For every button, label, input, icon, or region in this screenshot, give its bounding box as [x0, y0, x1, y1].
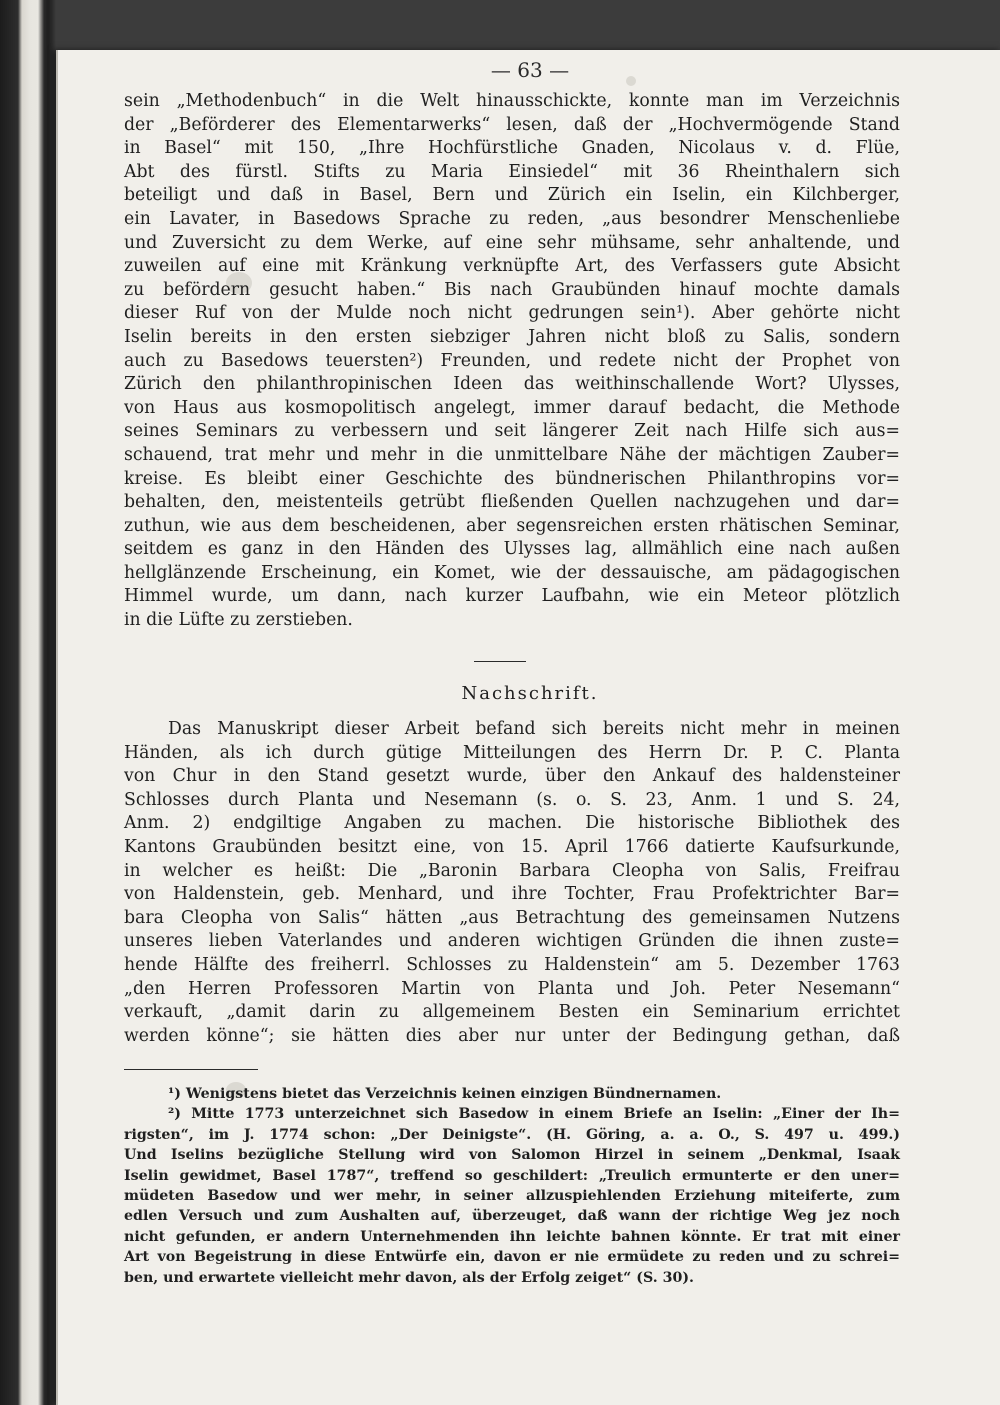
text-line: „den Herren Professoren Martin von Planta und Joh. Peter Nesemann“: [124, 978, 900, 999]
text-line: schauend, trat mehr und mehr in die unmittelbare Nähe der mächtigen Zauber=: [124, 444, 900, 465]
text-line: in die Lüfte zu zerstieben.: [124, 610, 353, 631]
text-line: auch zu Basedows teuersten²) Freunden, und redete nicht der Prophet von: [124, 350, 900, 371]
book-page: [56, 50, 1000, 1405]
text-line: zu befördern gesucht haben.“ Bis nach Graubünden hinauf mochte damals: [124, 279, 900, 300]
text-line: Zürich den philanthropinischen Ideen das weithinschallende Wort? Ulysses,: [124, 374, 900, 395]
section-divider: [474, 661, 526, 662]
section-heading: Nachschrift.: [461, 683, 599, 704]
main-paragraph: [124, 90, 900, 633]
text-line: Händen, als ich durch gütige Mitteilungen des Herrn Dr. P. C. Planta: [124, 742, 900, 763]
text-line: beteiligt und daß in Basel, Bern und Zürich ein Iselin, ein Kilchberger,: [124, 185, 900, 206]
text-line: Iselin bereits in den ersten siebziger Jahren nicht bloß zu Salis, sondern: [124, 326, 900, 347]
text-line: und Zuversicht zu dem Werke, auf eine sehr mühsame, sehr anhaltende, und: [124, 232, 900, 253]
footnote-divider: [124, 1069, 258, 1070]
text-line: Kantons Graubünden besitzt eine, von 15. April 1766 datierte Kaufsurkunde,: [124, 836, 900, 857]
footnote-line: ben, und erwartete vielleicht mehr davon, als der Erfolg zeiget“ (S. 30).: [124, 1269, 694, 1286]
text-line: kreise. Es bleibt einer Geschichte des bündnerischen Philanthropins vor=: [124, 468, 900, 489]
text-line: der „Beförderer des Elementarwerks“ lesen, daß der „Hochvermögende Stand: [124, 114, 900, 135]
text-line: seitdem es ganz in den Händen des Ulysses lag, allmählich eine nach außen: [124, 539, 900, 560]
page-number: — 63 —: [490, 58, 570, 82]
text-line: zuthun, wie aus dem bescheidenen, aber segensreichen ersten rhätischen Seminar,: [124, 515, 900, 536]
text-line: von Haldenstein, geb. Menhard, und ihre Tochter, Frau Profektrichter Bar=: [124, 884, 900, 905]
text-line: zuweilen auf eine mit Kränkung verknüpfte Art, des Verfassers gute Absicht: [124, 256, 900, 277]
text-line: Himmel wurde, um dann, nach kurzer Laufbahn, wie ein Meteor plötzlich: [124, 586, 900, 607]
footnote-line: ²) Mitte 1773 unterzeichnet sich Basedow in einem Briefe an Iselin: „Einer der Ih=: [168, 1106, 900, 1123]
footnote-line: Art von Begeistrung in diese Entwürfe ein, davon er nie ermüdete zu reden und zu schrei=: [124, 1249, 900, 1266]
text-line: hende Hälfte des freiherrl. Schlosses zu Haldenstein“ am 5. Dezember 1763: [124, 954, 900, 975]
postscript-paragraph: [124, 718, 900, 1048]
text-line: verkauft, „damit darin zu allgemeinem Besten ein Seminarium errichtet: [124, 1002, 900, 1023]
text-line: Abt des fürstl. Stifts zu Maria Einsiedel“ mit 36 Rheinthalern sich: [124, 161, 900, 182]
text-line: werden könne“; sie hätten dies aber nur unter der Bedingung gethan, daß: [124, 1025, 900, 1046]
text-line: seines Seminars zu verbessern und seit längerer Zeit nach Hilfe sich aus=: [124, 421, 900, 442]
text-line: bara Cleopha von Salis“ hätten „aus Betrachtung des gemeinsamen Nutzens: [124, 907, 900, 928]
text-line: ein Lavater, in Basedows Sprache zu reden, „aus besondrer Menschenliebe: [124, 208, 900, 229]
text-line: Das Manuskript dieser Arbeit befand sich bereits nicht mehr in meinen: [168, 719, 900, 739]
text-line: sein „Methodenbuch“ in die Welt hinausschickte, konnte man im Verzeichnis: [124, 91, 900, 111]
text-line: hellglänzende Erscheinung, ein Komet, wie der dessauische, am pädagogischen: [124, 562, 900, 583]
text-line: Schlosses durch Planta und Nesemann (s. o. S. 23, Anm. 1 und S. 24,: [124, 789, 900, 810]
footnote-line: ¹) Wenigstens bietet das Verzeichnis keinen einzigen Bündnernamen.: [168, 1086, 722, 1102]
footnote-line: Und Iselins bezügliche Stellung wird von Salomon Hirzel in seinem „Denkmal, Isaak: [124, 1147, 900, 1164]
text-line: in Basel“ mit 150, „Ihre Hochfürstliche Gnaden, Nicolaus v. d. Flüe,: [124, 138, 900, 159]
text-line: in welcher es heißt: Die „Baronin Barbara Cleopha von Salis, Freifrau: [124, 860, 900, 881]
text-line: Anm. 2) endgiltige Angaben zu machen. Die historische Bibliothek des: [124, 813, 900, 834]
footnote-line: Iselin gewidmet, Basel 1787“, treffend so geschildert: „Treulich ermunterte er den uner=: [124, 1167, 900, 1184]
footnote-line: müdeten Basedow und wer mehr, in seiner allzuspiehlenden Erziehung miteiferte, zum: [124, 1188, 900, 1205]
text-line: unseres lieben Vaterlandes und anderen wichtigen Gründen die ihnen zuste=: [124, 931, 900, 952]
footnotes: [124, 1084, 900, 1288]
footnote-line: rigsten“, im J. 1774 schon: „Der Deinigste“. (H. Göring, a. a. O., S. 497 u. 499.): [124, 1126, 900, 1143]
text-line: dieser Ruf von der Mulde noch nicht gedrungen sein¹). Aber gehörte nicht: [124, 303, 900, 324]
text-line: behalten, den, meistenteils getrübt fließenden Quellen nachzugehen und dar=: [124, 492, 900, 513]
footnote-line: edlen Versuch und zum Aushalten auf, überzeuget, daß wann der richtige Weg jez noch: [124, 1208, 900, 1225]
text-line: von Haus aus kosmopolitisch angelegt, immer darauf bedacht, die Methode: [124, 397, 900, 418]
footnote-line: nicht gefunden, er andern Unternehmenden ihn leichte bahnen könnte. Er trat mit einer: [124, 1228, 900, 1245]
text-line: von Chur in den Stand gesetzt wurde, über den Ankauf des haldensteiner: [124, 766, 900, 787]
